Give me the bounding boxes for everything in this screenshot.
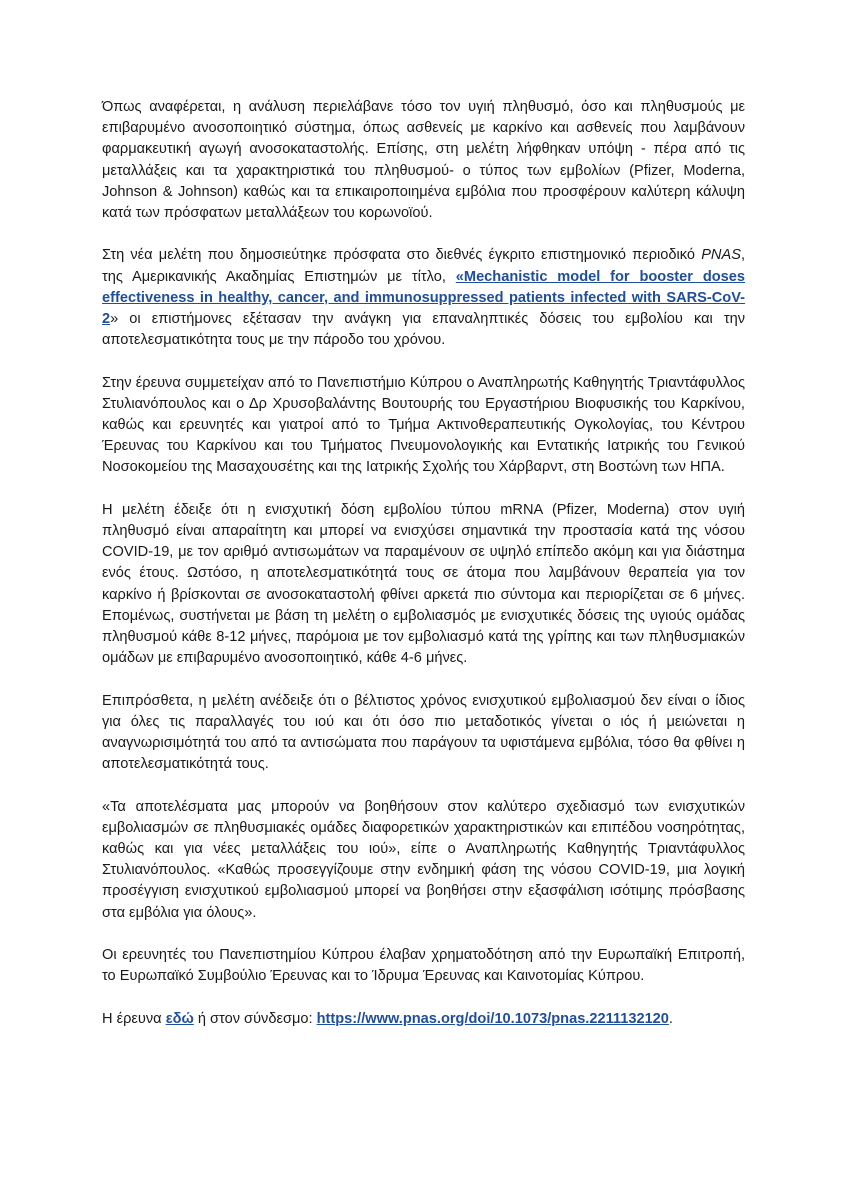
document-body	[102, 97, 745, 1051]
paragraph-links-text-3: .	[668, 1010, 673, 1027]
here-link[interactable]: εδώ	[165, 1010, 194, 1027]
paragraph-funding: Οι ερευνητές του Πανεπιστημίου Κύπρου έλαβαν χρηματοδότηση από την Ευρωπαϊκή Επιτροπή, το Ευρωπαϊκό Συμβούλιο Έρευνας και το Ίδρυμα Έρευνας και Καινοτομίας Κύπρου.	[102, 947, 745, 985]
paragraph-study	[102, 245, 745, 351]
paragraph-study-text-2: , της Αμερικανικής Ακαδημίας Επιστημών με τίτλο,	[102, 247, 745, 285]
paragraph-participants: Στην έρευνα συμμετείχαν από το Πανεπιστήμιο Κύπρου ο Αναπληρωτής Καθηγητής Τριαντάφυλλος Στυλιανόπουλος και ο Δρ Χρυσοβαλάντης Βουτουρής του Εργαστήριου Βιοφυσικής του Καρκίνου, καθώς και ερευνητές και γιατροί από το Τμήμα Ακτινοθεραπευτικής Ογκολογίας, του Κέντρου Έρευνας του Καρκίνου και του Τμήματος Πνευμονολογικής και Εντατικής Ιατρικής του Γενικού Νοσοκομείου της Μασαχουσέτης και της Ιατρικής Σχολής του Χάρβαρντ, στη Βοστώνη των ΗΠΑ.	[102, 374, 745, 476]
journal-name: PNAS	[701, 247, 741, 264]
paragraph-findings: Η μελέτη έδειξε ότι η ενισχυτική δόση εμβολίου τύπου mRNA (Pfizer, Moderna) στον υγιή πληθυσμό είναι απαραίτητη και μπορεί να ενισχύσει σημαντικά την προστασία κατά της νόσου COVID-19, με τον αριθμό αντισωμάτων να παραμένουν σε υψηλό επίπεδο ακόμη και για διάστημα ενός έτους. Ωστόσο, η αποτελεσματικότητά τους σε άτομα που λαμβάνουν θεραπεία για τον καρκίνο ή βρίσκονται σε ανοσοκαταστολή φθίνει αρκετά πιο σύντομα και περιορίζεται σε 6 μήνες. Επομένως, συστήνεται με βάση τη μελέτη ο εμβολιασμός με ενισχυτικές δόσεις της υγιούς ομάδας πληθυσμού κάθε 8-12 μήνες, παρόμοια με τον εμβολιασμό κατά της γρίπης και των πληθυσμιακών ομάδων με επιβαρυμένο ανοσοποιητικό, κάθε 4-6 μήνες.	[102, 501, 745, 667]
paragraph-study-text-1: Στη νέα μελέτη που δημοσιεύτηκε πρόσφατα στο διεθνές έγκριτο επιστημονικό περιοδικό	[102, 247, 702, 264]
paragraph-variants: Επιπρόσθετα, η μελέτη ανέδειξε ότι ο βέλτιστος χρόνος ενισχυτικού εμβολιασμού δεν είναι ο ίδιος για όλες τις παραλλαγές του ιού και ότι όσο πιο μεταδοτικός γίνεται ο ιός ή μειώνεται η αναγνωρισιμότητά του από τα αντισώματα που παράγουν τα υφιστάμενα εμβόλια, τόσο θα φθίνει η αποτελεσματικότητά τους.	[102, 692, 745, 773]
paper-title-link[interactable]: «Mechanistic model for booster doses effectiveness in healthy, cancer, and immunosuppressed patients infected with SARS-CoV-2	[102, 268, 745, 328]
pnas-url-link[interactable]: https://www.pnas.org/doi/10.1073/pnas.2211132120	[316, 1010, 669, 1027]
paragraph-analysis: Όπως αναφέρεται, η ανάλυση περιελάβανε τόσο τον υγιή πληθυσμό, όσο και πληθυσμούς με επιβαρυμένο ανοσοποιητικό σύστημα, όπως ασθενείς με καρκίνο και ασθενείς που λαμβάνουν φαρμακευτική αγωγή ανοσοκαταστολής. Επίσης, στη μελέτη λήφθηκαν υπόψη - πέρα από τις μεταλλάξεις και τα χαρακτηριστικά του πληθυσμού- ο τύπος των εμβολίων (Pfizer, Moderna, Johnson & Johnson) καθώς και τα επικαιροποιημένα εμβόλια που προσφέρουν καλύτερη κάλυψη κατά των πρόσφατων μεταλλάξεων του κορωνοϊού.	[102, 99, 745, 222]
paragraph-links-text-2: ή στον σύνδεσμο:	[193, 1010, 317, 1027]
paragraph-quote: «Τα αποτελέσματα μας μπορούν να βοηθήσουν στον καλύτερο σχεδιασμό των ενισχυτικών εμβολιασμών σε πληθυσμιακές ομάδες διαφορετικών χαρακτηριστικών και επιπέδου νοσηρότητας, καθώς και για νέες μεταλλάξεις του ιού», είπε ο Αναπληρωτής Καθηγητής Τριαντάφυλλος Στυλιανόπουλος. «Καθώς προσεγγίζουμε στην ενδημική φάση της νόσου COVID-19, μια λογική προσέγγιση ενισχυτικού εμβολιασμού μπορεί να βοηθήσει στην εξασφάλιση ισότιμης πρόσβασης στα εμβόλια για όλους».	[102, 798, 745, 921]
paragraph-links-text-1: Η έρευνα	[102, 1010, 166, 1027]
paragraph-links	[102, 1009, 745, 1030]
paragraph-study-text-3: » οι επιστήμονες εξέτασαν την ανάγκη για επαναληπτικές δόσεις του εμβολίου και την αποτελεσματικότητα τους με την πάροδο του χρόνου.	[102, 311, 745, 349]
